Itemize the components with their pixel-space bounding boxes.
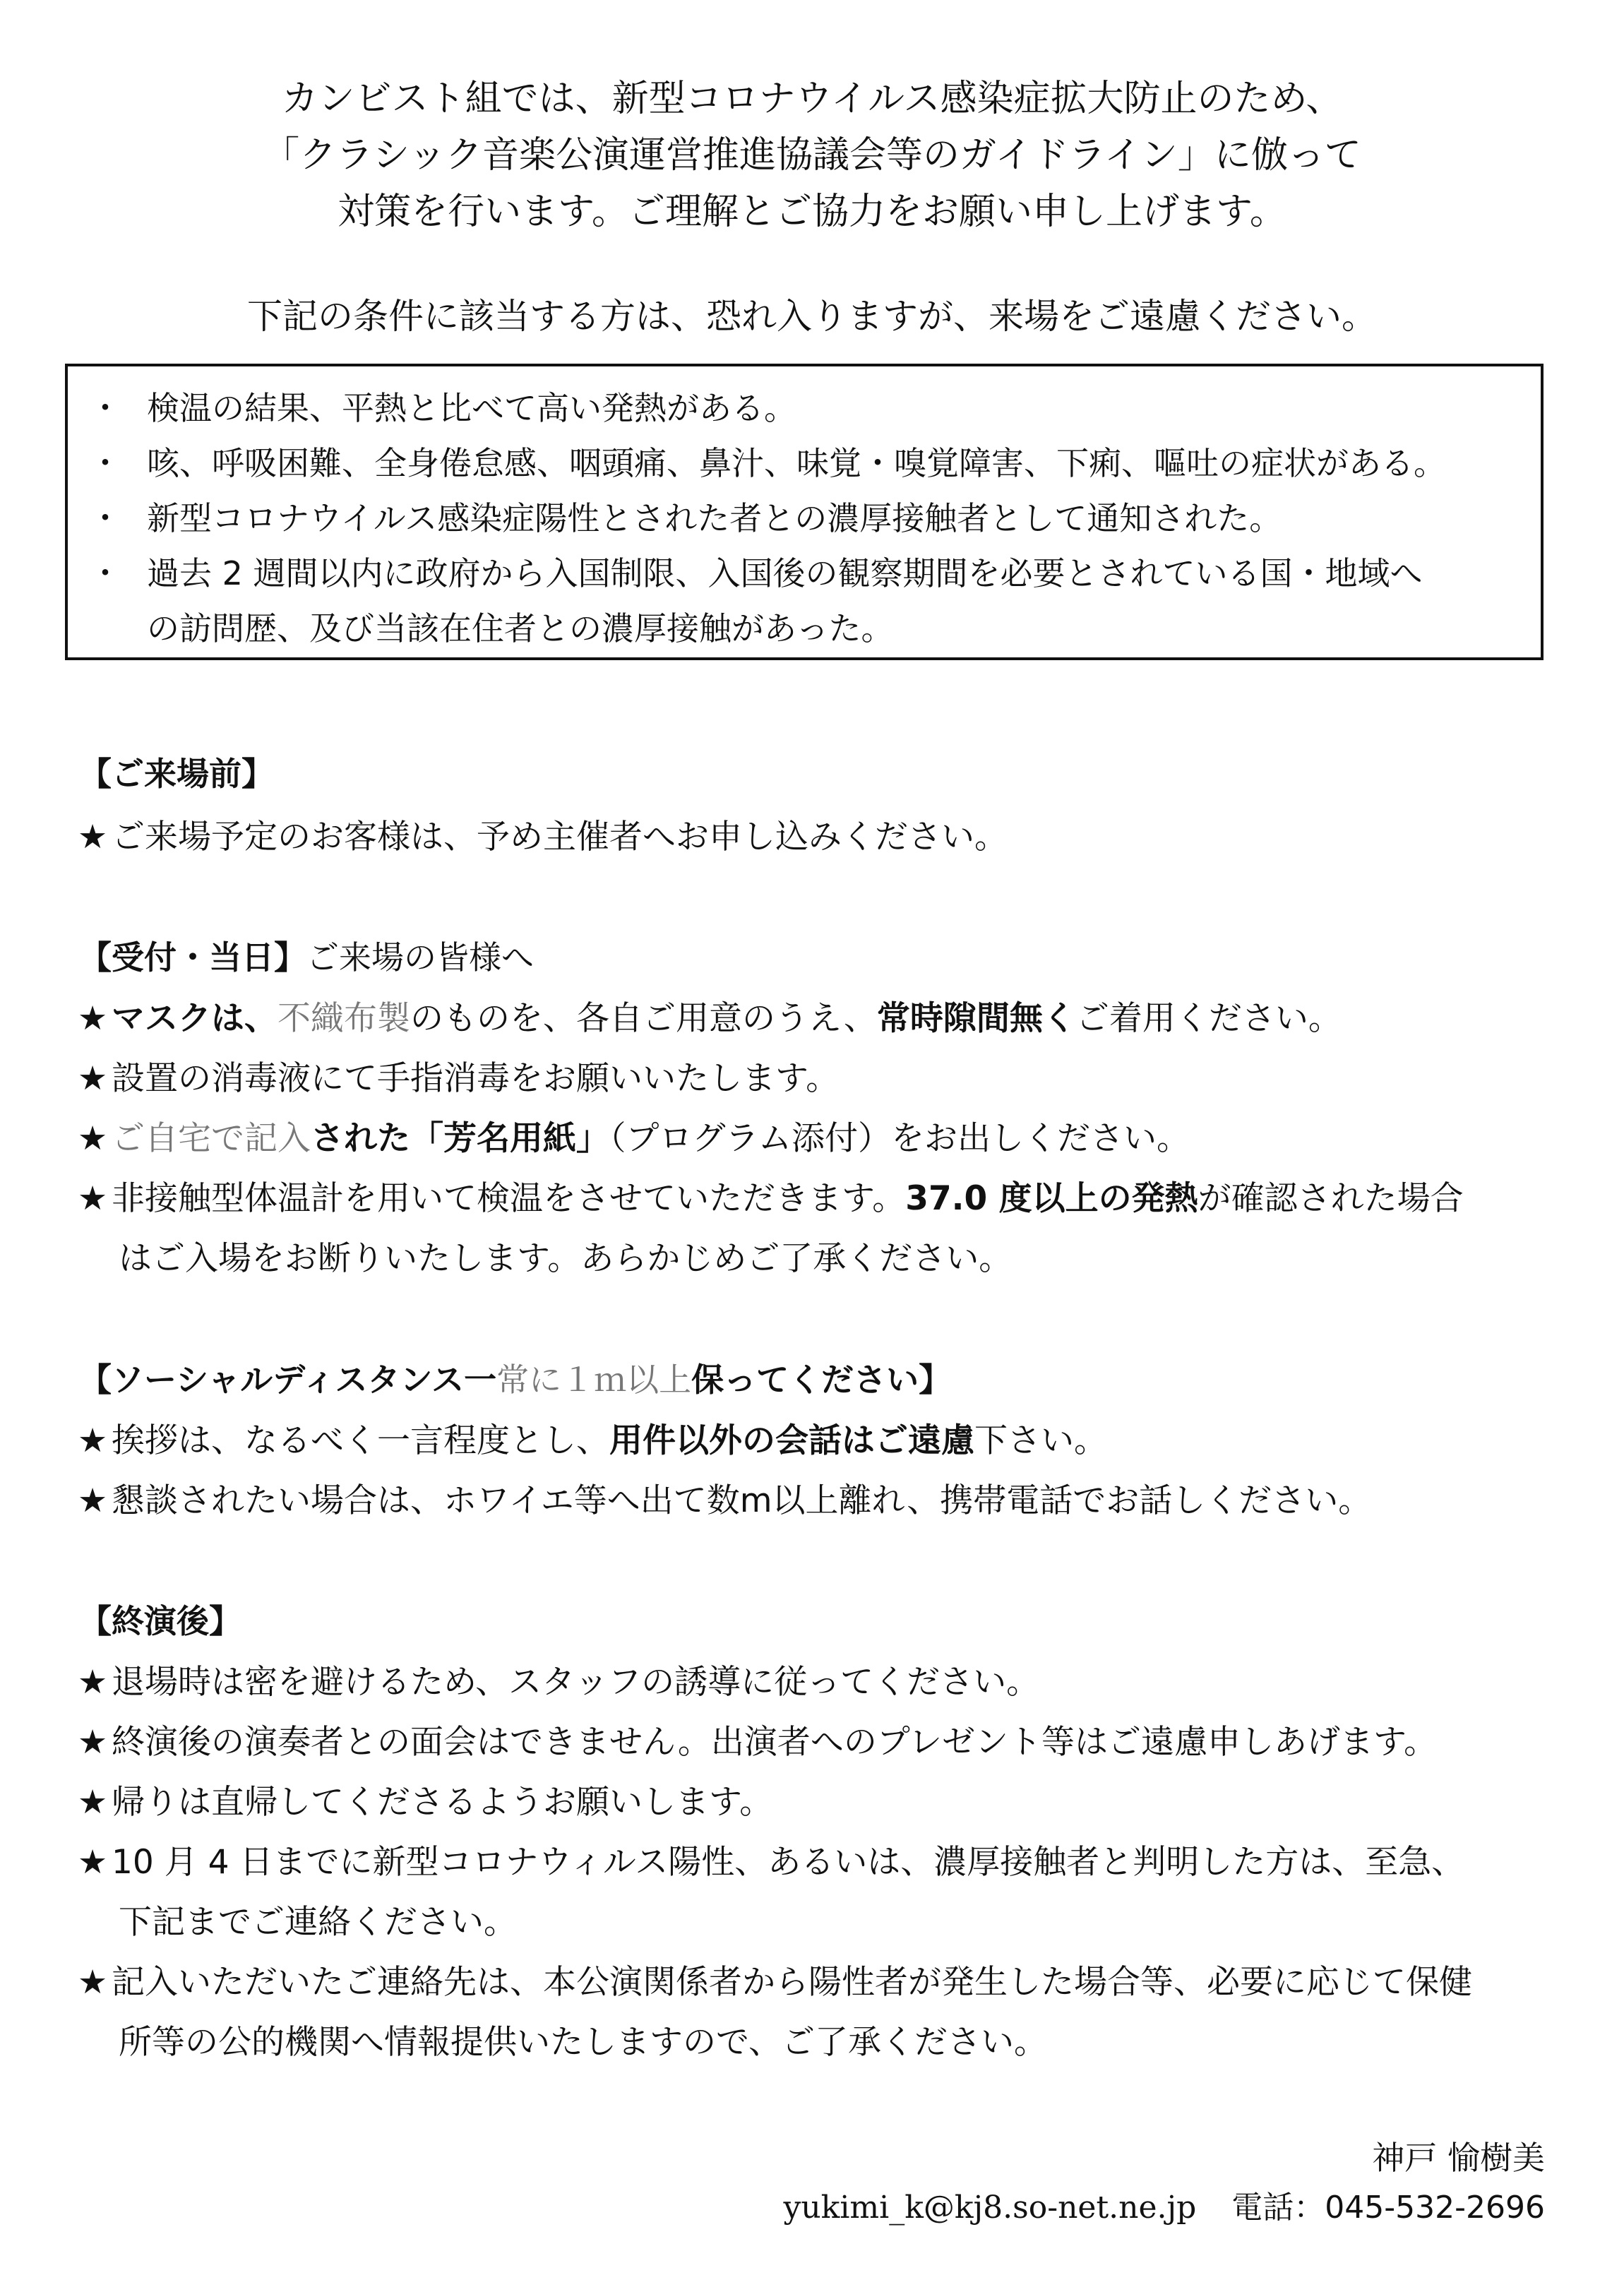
bullet: ・ bbox=[89, 499, 121, 537]
star-icon: ★ bbox=[78, 1481, 108, 1520]
section-title-distance: 【ソーシャルディスタンス一常に１ｍ以上保ってください】 bbox=[79, 1361, 952, 1399]
condition-item-continuation: の訪問歴、及び当該在住者との濃厚接触があった。 bbox=[147, 609, 894, 647]
condition-item bbox=[89, 546, 1527, 601]
condition-item bbox=[89, 491, 1527, 546]
list-item: ★ 10 月 4 日までに新型コロナウィルス陽性、あるいは、濃厚接触者と判明した方は、至急、 bbox=[78, 1843, 1465, 1882]
intro-line: 「クラシック音楽公演運営推進協議会等のガイドライン」に倣って bbox=[263, 134, 1361, 177]
intro-line: 対策を行います。ご理解とご協力をお願い申し上げます。 bbox=[338, 191, 1286, 233]
list-item: ★ 非接触型体温計を用いて検温をさせていただきます。37.0 度以上の発熱が確認された場合 bbox=[78, 1179, 1464, 1218]
condition-item-text: 検温の結果、平熱と比べて高い発熱がある。 bbox=[147, 389, 796, 427]
list-item: ★ マスクは、不織布製のものを、各自ご用意のうえ、常時隙間無くご着用ください。 bbox=[78, 999, 1342, 1038]
contact-email: yukimi_k@kj8.so-net.ne.jp bbox=[783, 2190, 1197, 2226]
section-title-reception: 【受付・当日】ご来場の皆様へ bbox=[79, 938, 534, 977]
star-icon: ★ bbox=[78, 1421, 108, 1460]
star-icon: ★ bbox=[78, 1663, 108, 1702]
condition-item-text: 咳、呼吸困難、全身倦怠感、咽頭痛、鼻汁、味覚・嗅覚障害、下痢、嘔吐の症状がある。 bbox=[147, 444, 1446, 482]
bullet: ・ bbox=[89, 554, 121, 592]
condition-item bbox=[89, 436, 1527, 491]
section-title-after: 【終演後】 bbox=[79, 1602, 241, 1640]
list-item: ★ 懇談されたい場合は、ホワイエ等へ出て数m以上離れ、携帯電話でお話しください。 bbox=[78, 1481, 1372, 1520]
star-icon: ★ bbox=[78, 999, 108, 1038]
star-icon: ★ bbox=[78, 1179, 108, 1218]
star-icon: ★ bbox=[78, 1059, 108, 1098]
star-icon: ★ bbox=[78, 818, 108, 856]
section-title-before: 【ご来場前】 bbox=[79, 755, 274, 793]
star-icon: ★ bbox=[78, 1119, 108, 1158]
list-item: ★ ご自宅で記入された「芳名用紙」（プログラム添付）をお出しください。 bbox=[78, 1119, 1190, 1158]
list-item: ★ 帰りは直帰してくださるようお願いします。 bbox=[78, 1783, 773, 1822]
list-item: ★ ご来場予定のお客様は、予め主催者へお申し込みください。 bbox=[78, 818, 1008, 856]
star-icon: ★ bbox=[78, 1783, 108, 1822]
star-icon: ★ bbox=[78, 1723, 108, 1762]
intro-line: カンビスト組では、新型コロナウイルス感染症拡大防止のため、 bbox=[281, 78, 1343, 120]
condition-text: 下記の条件に該当する方は、恐れ入りますが、来場をご遠慮ください。 bbox=[247, 296, 1377, 337]
star-icon: ★ bbox=[78, 1963, 108, 2002]
list-item: ★ 退場時は密を避けるため、スタッフの誘導に従ってください。 bbox=[78, 1663, 1040, 1702]
list-item-continuation: はご入場をお断りいたします。あらかじめご了承ください。 bbox=[119, 1239, 1013, 1278]
list-item: ★ 終演後の演奏者との面会はできません。出演者へのプレゼント等はご遠慮申しあげます。 bbox=[78, 1723, 1438, 1762]
condition-box bbox=[65, 364, 1544, 660]
intro-text bbox=[0, 71, 1624, 240]
condition-item-text: 過去 2 週間以内に政府から入国制限、入国後の観察期間を必要とされている国・地域へ bbox=[147, 554, 1423, 592]
contact-name: 神戸 愉樹美 bbox=[1372, 2139, 1545, 2177]
bullet: ・ bbox=[89, 444, 121, 482]
bullet: ・ bbox=[89, 389, 121, 427]
list-item-continuation: 下記までご連絡ください。 bbox=[119, 1903, 517, 1942]
condition-item bbox=[89, 381, 1527, 436]
contact-phone: 電話：045-532-2696 bbox=[1231, 2190, 1545, 2226]
list-item-continuation: 所等の公的機関へ情報提供いたしますので、ご了承ください。 bbox=[119, 2023, 1048, 2062]
contact-info bbox=[783, 2182, 1545, 2227]
condition-item-text: 新型コロナウイルス感染症陽性とされた者との濃厚接触者として通知された。 bbox=[147, 499, 1282, 537]
list-item: ★ 記入いただいたご連絡先は、本公演関係者から陽性者が発生した場合等、必要に応じて保健 bbox=[78, 1963, 1472, 2002]
star-icon: ★ bbox=[78, 1843, 108, 1882]
list-item: ★ 挨拶は、なるべく一言程度とし、用件以外の会話はご遠慮下さい。 bbox=[78, 1421, 1107, 1460]
list-item: ★ 設置の消毒液にて手指消毒をお願いいたします。 bbox=[78, 1059, 840, 1098]
